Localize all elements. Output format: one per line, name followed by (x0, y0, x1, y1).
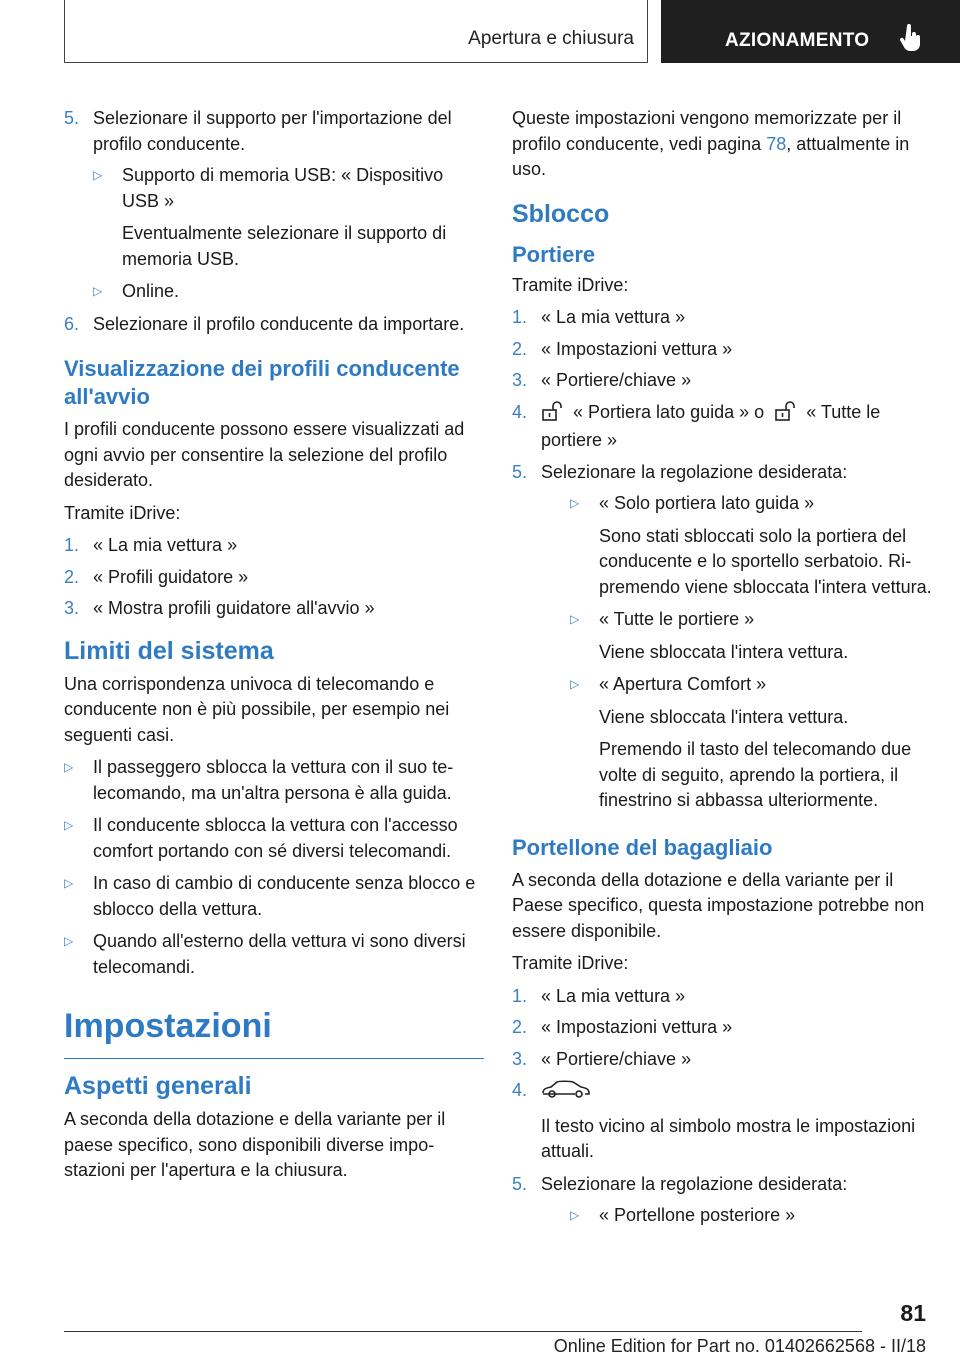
step-4: 4. « Portiera lato guida » o « Tutte le portiere » (512, 401, 881, 450)
step-5: 5. Selezionare il supporto per l'importazione del profilo conducente. (64, 108, 452, 154)
step-5: 5. Selezionare la regolazione desiderata: (512, 1173, 848, 1194)
paragraph: I profili conducente possono essere visualizzati ad ogni avvio per consentire la selezione del profilo desiderato. (64, 419, 465, 490)
paragraph: Tramite iDrive: (512, 953, 629, 973)
bullets-limiti (64, 755, 484, 980)
footer-divider (64, 1331, 862, 1332)
list-item: ▷ « Tutte le portiere » (570, 607, 932, 633)
steps-portellone (512, 984, 932, 1198)
list-item: ▷ « Apertura Comfort » (570, 672, 932, 698)
list-item: ▷ Il conducente sblocca la vettura con l'accesso comfort portando con sé diversi telecomandi. (64, 813, 484, 864)
list-item: 2. « Impostazioni vettura » (512, 1017, 733, 1037)
list-item: 1. « La mia vettura » (512, 985, 686, 1006)
triangle-bullet-icon: ▷ (64, 876, 74, 890)
paragraph: A seconda della dotazione e della variante per il Paese specifico, questa impostazione potrebbe non essere disponibile. (512, 869, 925, 941)
triangle-bullet-icon: ▷ (64, 934, 74, 948)
option-note: Premendo il tasto del telecomando due volte di seguito, aprendo la portiera, il finestrino si abbassa ulteriormente. (599, 739, 912, 810)
page-number: 81 (900, 1300, 926, 1326)
list-item: 2. « Profili guidatore » (64, 566, 249, 587)
list-item: ▷ « Portellone posteriore » (570, 1203, 932, 1229)
list-item: ▷ Online. (93, 279, 484, 305)
hand-pointer-icon (899, 24, 923, 57)
unlock-options (570, 491, 932, 814)
page-link[interactable]: 78 (766, 133, 787, 154)
header-section-title: Apertura e chiusura (468, 28, 634, 49)
list-item: 1. « La mia vettura » (64, 535, 238, 555)
option-note: Sono stati sbloccati solo la portiera del conducente e lo sportello serbatoio. Ripremendo viene sbloccata l'intera vettura. (599, 525, 932, 597)
step-5: 5. Selezionare la regolazione desiderata: (512, 461, 848, 482)
triangle-bullet-icon: ▷ (93, 168, 103, 182)
car-icon (541, 1078, 591, 1108)
list-item: 3. « Portiere/chiave » (512, 1048, 692, 1069)
triangle-bullet-icon: ▷ (570, 677, 580, 691)
heading-portellone: Portellone del bagagliaio (512, 834, 773, 860)
option-note: Viene sbloccata l'intera vettura. (599, 641, 849, 662)
car-note: Il testo vicino al simbolo mostra le impostazioni attuali. (541, 1115, 916, 1161)
paragraph: Una corrispondenza univoca di telecomando e conducente non è più possibile, per esempio nei seguenti casi. (64, 673, 450, 745)
usb-note: Eventualmente selezionare il supporto di memoria USB. (122, 223, 447, 269)
paragraph: Tramite iDrive: (64, 502, 181, 523)
triangle-bullet-icon: ▷ (570, 612, 580, 626)
paragraph: Tramite iDrive: (512, 274, 629, 295)
steps-visualizzazione (64, 533, 484, 622)
triangle-bullet-icon: ▷ (64, 818, 74, 832)
heading-visualizzazione: Visualizzazione dei profili conducente all'avvio (64, 356, 460, 409)
heading-limiti: Limiti del sistema (64, 636, 274, 665)
option-note: Viene sbloccata l'intera vettura. (599, 706, 849, 727)
list-item: ▷ Il passeggero sblocca la vettura con il suo telecomando, ma un'altra persona è alla guida. (64, 755, 484, 806)
list-item: ▷ « Solo portiera lato guida » (570, 491, 932, 517)
list-item: 3. « Mostra profili guidatore all'avvio » (64, 598, 375, 618)
step-4-car: 4. (512, 1078, 932, 1108)
right-column (512, 106, 932, 1236)
unlock-icon (774, 401, 796, 429)
steps-portiere (512, 305, 932, 485)
triangle-bullet-icon: ▷ (570, 1208, 580, 1222)
triangle-bullet-icon: ▷ (64, 760, 74, 774)
list-item: 3. « Portiere/chiave » (512, 370, 692, 390)
footer-edition: Online Edition for Part no. 01402662568 - II/18 (553, 1336, 926, 1356)
heading-impostazioni: Impostazioni (64, 1004, 484, 1059)
paragraph-intro: Queste impostazioni vengono memorizzate per il profilo conducente, vedi pagina 78, attualmente in uso. (512, 108, 910, 179)
left-column (64, 106, 484, 1191)
paragraph: A seconda della dotazione e della variante per il paese specifico, sono disponibili diverse impostazioni per l'apertura e la chiusura. (64, 1109, 446, 1180)
list-item: 2. « Impostazioni vettura » (512, 338, 733, 359)
tailgate-options (570, 1203, 932, 1229)
heading-aspetti-generali: Aspetti generali (64, 1072, 252, 1100)
triangle-bullet-icon: ▷ (570, 496, 580, 510)
list-item: ▷ Quando all'esterno della vettura vi sono diversi telecomandi. (64, 929, 484, 980)
heading-portiere: Portiere (512, 241, 596, 267)
list-item: ▷ Supporto di memoria USB: « Dispositivo USB » (93, 163, 484, 214)
chapter-title: AZIONAMENTO (725, 30, 870, 51)
list-item: ▷ In caso di cambio di conducente senza blocco e sblocco della vettura. (64, 871, 484, 922)
step-6: 6. Selezionare il profilo conducente da importare. (64, 313, 465, 334)
heading-sblocco: Sblocco (512, 199, 610, 228)
header-chapter-tab (661, 0, 960, 63)
triangle-bullet-icon: ▷ (93, 284, 103, 298)
unlock-icon (541, 401, 563, 429)
step-5-options (93, 163, 484, 305)
list-item: 1. « La mia vettura » (512, 307, 686, 327)
